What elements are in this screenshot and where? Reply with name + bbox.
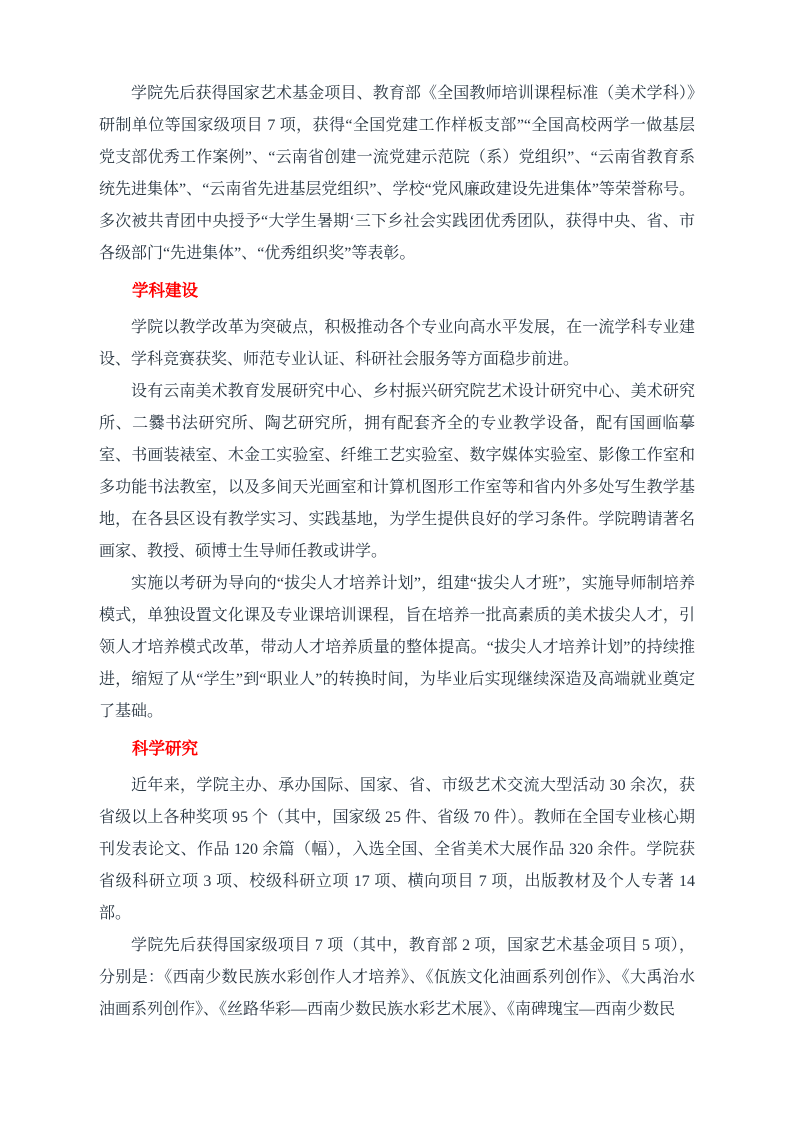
section-heading-discipline-construction: 学科建设 (132, 282, 198, 300)
discipline-paragraph-3: 实施以考研为导向的“拔尖人才培养计划”，组建“拔尖人才班”，实施导师制培养模式，单独设置文化课及专业课培训课程，旨在培养一批高素质的美术拔尖人才，引领人才培养模式改革，带动人才培养质量的整体提高。“拔尖人才培养计划”的持续推进，缩短了从“学生”到“职业人”的转换时间，为毕业后实现继续深造及高端就业奠定了基础。 (99, 575, 695, 720)
research-paragraph-2: 学院先后获得国家级项目 7 项（其中，教育部 2 项，国家艺术基金项目 5 项），分别是：《西南少数民族水彩创作人才培养》、《佤族文化油画系列创作》、《大禹治水油画系列创作》、《丝路华彩—西南少数民族水彩艺术展》、《南碑瑰宝—西南少数民 (99, 937, 695, 1018)
discipline-paragraph-1: 学院以教学改革为突破点，积极推动各个专业向高水平发展，在一流学科专业建设、学科竞赛获奖、师范专业认证、科研社会服务等方面稳步前进。 (99, 319, 695, 368)
intro-paragraph: 学院先后获得国家艺术基金项目、教育部《全国教师培训课程标准（美术学科）》研制单位等国家级项目 7 项，获得“全国党建工作样板支部”“全国高校两学一做基层党支部优秀工作案例”、“云南省创建一流党建示范院（系）党组织”、“云南省教育系统先进集体”、“云南省先进基层党组织”、学校“党风廉政建设先进集体”等荣誉称号。多次被共青团中央授予“大学生暑期‘三下乡社会实践团优秀团队，获得中央、省、市各级部门“先进集体”、“优秀组织奖”等表彰。 (99, 85, 695, 262)
research-paragraph-1: 近年来，学院主办、承办国际、国家、省、市级艺术交流大型活动 30 余次，获省级以上各种奖项 95 个（其中，国家级 25 件、省级 70 件）。教师在全国专业核心期刊发表论文、作品 120 余篇（幅），入选全国、全省美术大展作品 320 余件。学院获省级科研立项 3 项、校级科研立项 17 项、横向项目 7 项，出版教材及个人专著 14 部。 (99, 777, 695, 922)
section-heading-scientific-research: 科学研究 (132, 740, 198, 758)
discipline-paragraph-2: 设有云南美术教育发展研究中心、乡村振兴研究院艺术设计研究中心、美术研究所、二爨书法研究所、陶艺研究所，拥有配套齐全的专业教学设备，配有国画临摹室、书画装裱室、木金工实验室、纤维工艺实验室、数字媒体实验室、影像工作室和多功能书法教室，以及多间天光画室和计算机图形工作室等和省内外多处写生教学基地，在各县区设有教学实习、实践基地，为学生提供良好的学习条件。学院聘请著名画家、教授、硕博士生导师任教或讲学。 (99, 383, 695, 560)
